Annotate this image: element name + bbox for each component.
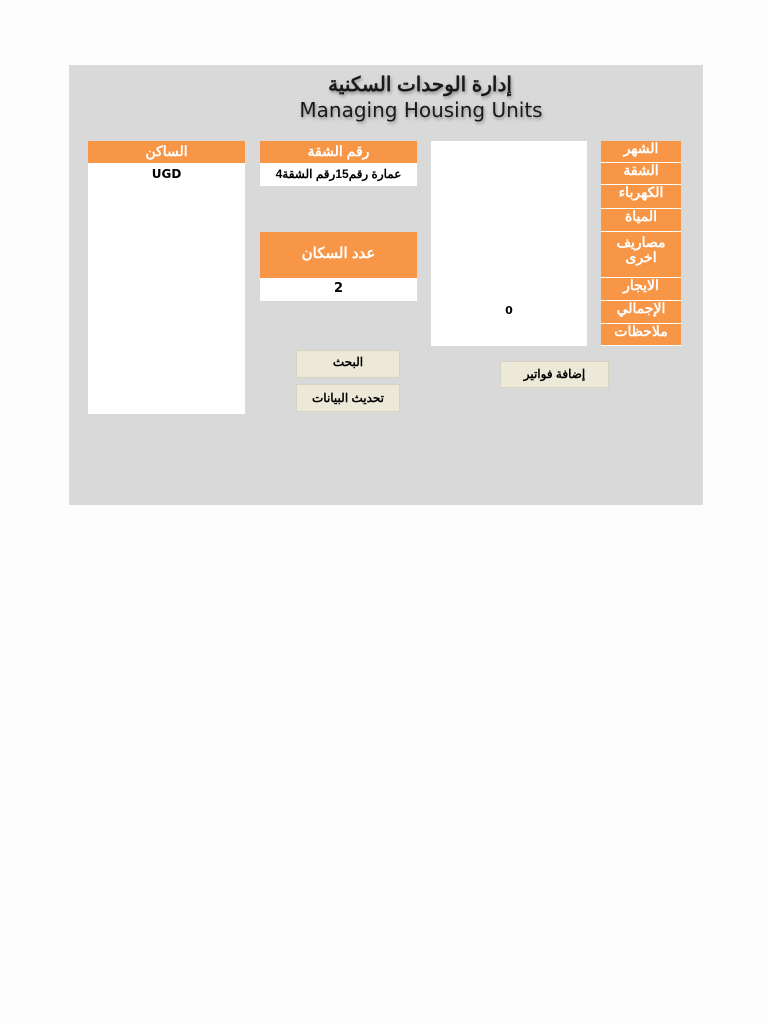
apartment-header: رقم الشقة	[260, 141, 417, 163]
label-month: الشهر	[601, 141, 681, 163]
label-electricity: الكهرباء	[601, 185, 681, 209]
add-bills-button[interactable]: إضافة فواتير	[500, 361, 609, 388]
residents-count-value[interactable]: 2	[333, 281, 344, 296]
label-rent: الايجار	[601, 278, 681, 301]
label-water: المياة	[601, 209, 681, 232]
apartment-field[interactable]	[260, 163, 417, 186]
residents-count-header: عدد السكان	[260, 232, 417, 278]
label-apartment: الشقة	[601, 163, 681, 185]
resident-header: الساكن	[88, 141, 245, 163]
page-title-arabic: إدارة الوحدات السكنية	[328, 74, 512, 96]
resident-value[interactable]: UGD	[151, 167, 182, 181]
label-total: الإجمالي	[601, 301, 681, 324]
label-notes: ملاحظات	[601, 324, 681, 346]
apartment-value[interactable]: عمارة رقم15رقم الشقة4	[275, 167, 402, 181]
resident-list[interactable]	[88, 163, 245, 414]
label-other-expenses: مصاريف اخرى	[601, 232, 681, 278]
page-title-english: Managing Housing Units	[299, 98, 543, 122]
refresh-data-button[interactable]: تحديث البيانات	[296, 384, 400, 412]
bill-details-list[interactable]	[431, 141, 587, 346]
search-button[interactable]: البحث	[296, 350, 400, 378]
residents-count-field[interactable]	[260, 278, 417, 301]
bill-details-value: 0	[505, 304, 513, 317]
